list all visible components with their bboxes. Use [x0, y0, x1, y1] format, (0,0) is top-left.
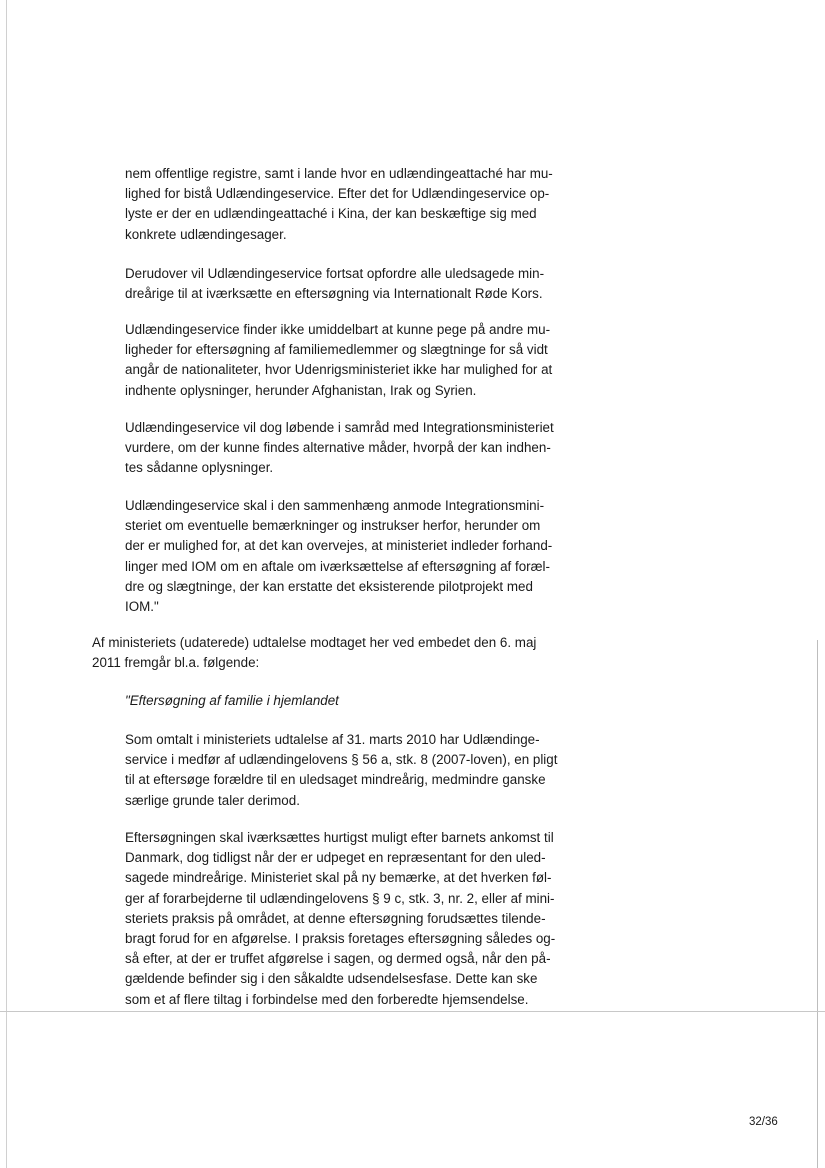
paragraph-iom-request: Udlændingeservice skal i den sammenhæng anmode Integrationsmini- steriet om eventuelle bemærkninger og instrukser herfor, herunder om der er mulighed for, at det kan overvejes, at ministeriet indleder forhand- linger med IOM om en aftale om iværksættelse af eftersøgning af foræl- dre og slægtninge, der kan erstatte det eksisterende pilotprojekt med IOM."	[125, 498, 553, 615]
paragraph-search-timing: Eftersøgningen skal iværksættes hurtigst muligt efter barnets ankomst til Danmark, dog tidligst når der er udpeget en repræsentant for den uled- sagede mindreårige. Ministeriet skal på ny bemærke, at det hverken føl- ger af forarbejderne til udlændingelovens § 9 c, stk. 3, nr. 2, eller af mini- steriets praksis på området, at denne eftersøgning forudsættes tilende- bragt forud for en afgørelse. I praksis foretages eftersøgning således og- så efter, at der er truffet afgørelse i sagen, og dermed også, når den på- gældende befinder sig i den såkaldte udsendelsesfase. Dette kan ske som et af flere tiltag i forbindelse med den forberedte hjemsendelse.	[125, 830, 556, 1007]
section-heading-family-search: "Eftersøgning af familie i hjemlandet	[125, 693, 339, 708]
scan-edge-right	[817, 640, 818, 1168]
scan-fold-line	[0, 1011, 825, 1012]
scan-edge-left	[6, 0, 7, 1168]
paragraph-red-cross: Derudover vil Udlændingeservice fortsat opfordre alle uledsagede min- dreårige til at iværksætte en eftersøgning via Internationalt Røde Kors.	[125, 266, 545, 302]
paragraph-duty-to-search: Som omtalt i ministeriets udtalelse af 31. marts 2010 har Udlændinge- service i medfør af udlændingelovens § 56 a, stk. 8 (2007-loven), en pligt til at eftersøge forældre til en uledsaget mindreårig, medmindre ganske særlige grunde taler derimod.	[125, 732, 558, 808]
paragraph-ministry-statement: Af ministeriets (udaterede) udtalelse modtaget her ved embedet den 6. maj 2011 fremgår bl.a. følgende:	[92, 635, 537, 671]
page-number: 32/36	[749, 1116, 778, 1128]
paragraph-registry-attache: nem offentlige registre, samt i lande hvor en udlændingeattaché har mu- lighed for bistå Udlændingeservice. Efter det for Udlændingeservice op- lyste er der en udlændingeattaché i Kina, der kan beskæftige sig med konkrete udlændingesager.	[125, 166, 553, 242]
paragraph-other-options: Udlændingeservice finder ikke umiddelbart at kunne pege på andre mu- ligheder for eftersøgning af familiemedlemmer og slægtninge for så vidt angår de nationaliteter, hvor Udenrigsministeriet ikke har mulighed for at indhente oplysninger, herunder Afghanistan, Irak og Syrien.	[125, 322, 553, 398]
paragraph-consultation: Udlændingeservice vil dog løbende i samråd med Integrationsministeriet vurdere, om der kunne findes alternative måder, hvorpå der kan indhen- tes sådanne oplysninger.	[125, 420, 554, 476]
